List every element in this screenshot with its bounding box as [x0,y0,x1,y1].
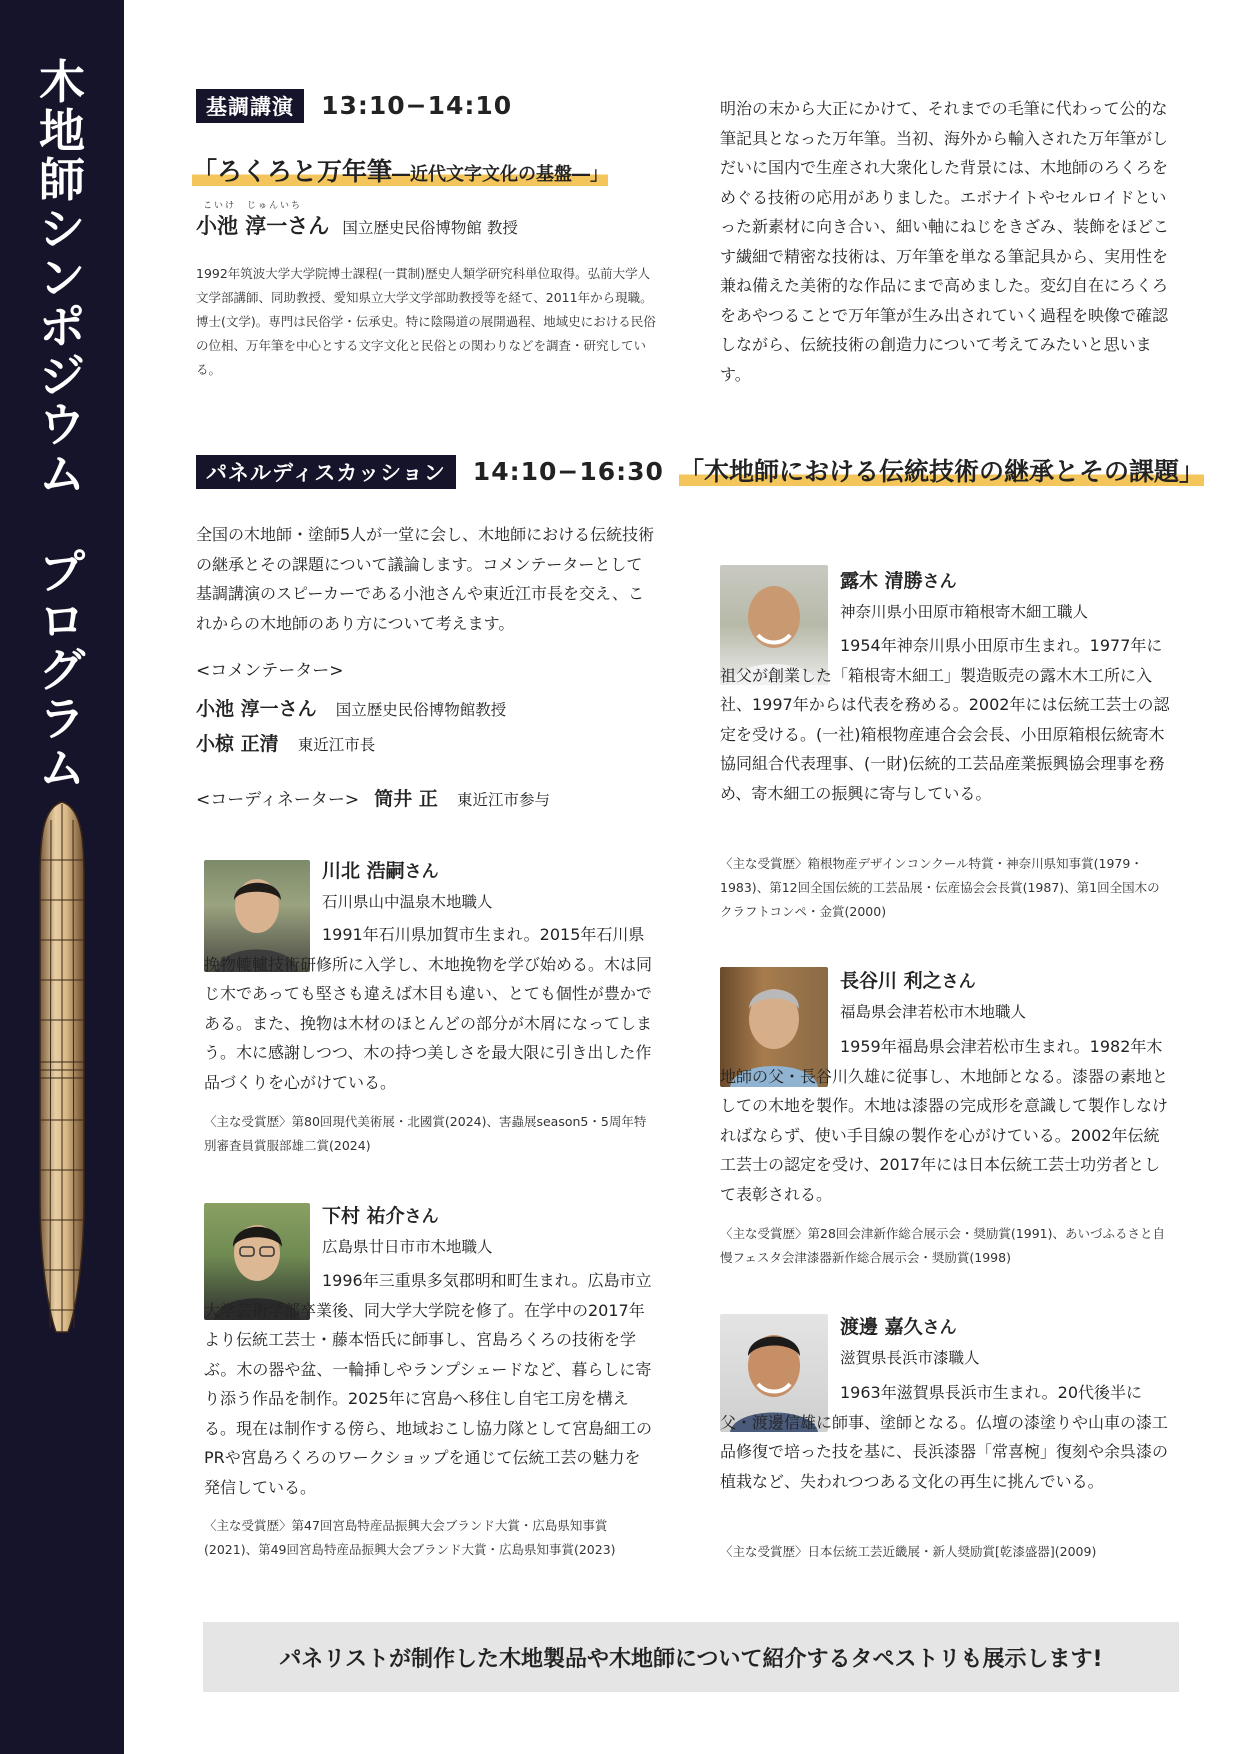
keynote-speaker-row [196,210,518,240]
commentator-label: <コメンテーター> [196,661,344,681]
keynote-header [196,89,512,123]
panel-title: 「木地師における伝統技術の継承とその課題」 [679,457,1205,486]
panelist-name: 長谷川 利之 [840,970,942,992]
panelist-org: 滋賀県長浜市漆職人 [840,1349,980,1367]
coordinator-name: 筒井 正 [374,788,438,810]
panelist-name-row [840,966,976,993]
vertical-title [32,55,92,795]
commentator-role: 国立歴史民俗博物館教授 [335,701,507,719]
panelist-san: さん [922,1318,957,1338]
panelist-awards: 〈主な受賞歴〉第80回現代美術展・北國賞(2024)、害蟲展season5・5周年特別審査員賞服部雄二賞(2024) [204,1114,647,1153]
panelist-san: さん [941,972,976,992]
vertical-title-char: ム [39,447,85,501]
panelist-name: 渡邊 嘉久 [840,1316,923,1338]
vertical-title-char: プ [39,545,85,599]
keynote-bio: 1992年筑波大学大学院博士課程(一貫制)歴史人類学研究科単位取得。弘前大学人文学部講師、同助教授、愛知県立大学文学部助教授等を経て、2011年から現職。博士(文学)。専門は民俗学・伝承史。特に陰陽道の展開過程、地域史における民俗の位相、万年筆を中心とする文字文化と民俗との関わりなどを調査・研究している。 [196,266,656,377]
vertical-title-char: ジ [39,349,85,403]
keynote-tag: 基調講演 [196,89,304,123]
keynote-abstract: 明治の末から大正にかけて、それまでの毛筆に代わって公的な筆記具となった万年筆。当初、海外から輸入された万年筆がしだいに国内で生産され大衆化した背景には、木地師のろくろをめぐる技術の応用がありました。エボナイトやセルロイドといった新素材に向き合い、細い軸にねじをきざみ、装飾をほどこす繊細で精密な技術は、万年筆を単なる筆記具から、実用性を兼ね備えた美術的な作品にまで高めました。変幻自在にろくろをあやつることで万年筆が生み出されていく過程を映像で確認しながら、伝統技術の創造力について考えてみたいと思います。 [720,99,1169,384]
keynote-title [192,152,608,188]
vertical-title-char: グ [39,643,85,697]
vertical-title-char: ン [39,251,85,305]
vertical-title-char: シ [39,202,85,256]
panelist-san: さん [404,862,439,882]
panelist-awards: 〈主な受賞歴〉第28回会津新作総合展示会・奨励賞(1991)、あいづふるさと自慢フェスタ会津漆器新作総合展示会・奨励賞(1998) [720,1226,1165,1265]
commentator-role: 東近江市長 [297,736,376,754]
panelist-name: 下村 祐介 [322,1205,405,1227]
panelist-awards: 〈主な受賞歴〉箱根物産デザインコンクール特賞・神奈川県知事賞(1979・1983)、第12回全国伝統的工芸品展・伝産協会会長賞(1987)、第1回全国木のクラフトコンペ・金賞(2000) [720,856,1160,919]
panelist-name: 露木 清勝 [840,570,923,592]
keynote-ruby: こいけ じゅんいち [203,201,303,211]
fountain-pen-illustration [30,800,94,1340]
commentator-name: 小池 淳一さん [196,698,317,720]
vertical-title-char: 地 [39,104,85,158]
panelist-san: さん [922,572,957,592]
panelist-bio: 1996年三重県多気郡明和町生まれ。広島市立大学芸術学部卒業後、同大学大学院を修了。在学中の2017年より伝統工芸士・藤本悟氏に師事し、宮島ろくろの技術を学ぶ。木の器や盆、一輪挿しやランプシェードなど、暮らしに寄り添う作品を制作。2025年に宮島へ移住し自宅工房を構える。現在は制作する傍ら、地域おこし協力隊として宮島細工のPRや宮島ろくろのワークショップを通じて伝統工芸の魅力を発信している。 [204,1271,653,1497]
vertical-title-char: ポ [39,300,85,354]
panelist-bio: 1963年滋賀県長浜市生まれ。20代後半に父・渡邊信雄に師事、塗師となる。仏壇の漆塗りや山車の漆工品修復で培った技を基に、長浜漆器「常喜椀」復刻や余呉漆の植栽など、失われつつある文化の再生に挑んでいる。 [720,1383,1169,1491]
panelist-bio: 1991年石川県加賀市生まれ。2015年石川県挽物轆轤技術研修所に入学し、木地挽物を学び始める。木は同じ木であっても堅さも違えば木目も違い、とても個性が豊かである。また、挽物は木材のほとんどの部分が木屑になってしまう。木に感謝しつつ、木の持つ美しさを最大限に引き出した作品づくりを心がけている。 [204,925,653,1092]
sidebar [0,0,124,1754]
keynote-title-main: 「ろくろと万年筆 [192,157,393,186]
panel-time: 14:10−16:30 [472,457,664,486]
panelist-org: 石川県山中温泉木地職人 [322,893,493,911]
panelist-name-row [322,1201,439,1228]
keynote-speaker: 小池 淳一さん [196,214,330,238]
coordinator-label: <コーディネーター> [196,790,360,810]
vertical-title-char: ム [39,741,85,795]
coordinator-row [196,784,550,811]
keynote-time: 13:10−14:10 [321,91,513,120]
keynote-affiliation: 国立歴史民俗博物館 教授 [342,219,518,237]
panelist-awards: 〈主な受賞歴〉日本伝統工芸近畿展・新人奨励賞[乾漆盛器](2009) [720,1544,1097,1559]
vertical-title-char: ラ [39,692,85,746]
panelist-org: 福島県会津若松市木地職人 [840,1003,1027,1021]
vertical-title-char [32,499,92,548]
panelist-name: 川北 浩嗣 [322,860,405,882]
panelist-name-row [322,856,439,883]
commentator-2 [196,729,375,756]
panel-tag: パネルディスカッション [196,455,456,489]
coordinator-role: 東近江市参与 [456,791,550,809]
panelist-san: さん [404,1207,439,1227]
panelist-awards: 〈主な受賞歴〉第47回宮島特産品振興大会ブランド大賞・広島県知事賞(2021)、第49回宮島特産品振興大会ブランド大賞・広島県知事賞(2023) [204,1518,616,1557]
commentator-name: 小椋 正清 [196,733,279,755]
panel-header [196,452,1204,489]
panelist-name-row [840,566,957,593]
panelist-org: 広島県廿日市市木地職人 [322,1238,493,1256]
panelist-bio: 1959年福島県会津若松市生まれ。1982年木地師の父・長谷川久雄に従事し、木地師となる。漆器の素地としての木地を製作。木地は漆器の完成形を意識して製作しなければならず、使い手目線の製作を心がけている。2002年伝統工芸士の認定を受け、2017年には日本伝統工芸士功労者として表彰される。 [720,1037,1169,1204]
vertical-title-char: 師 [39,153,85,207]
keynote-title-sub: ―近代文字文化の基盤―」 [392,164,609,185]
commentator-1 [196,694,506,721]
panelist-name-row [840,1312,957,1339]
panel-intro: 全国の木地師・塗師5人が一堂に会し、木地師における伝統技術の継承とその課題について議論します。コメンテーターとして基調講演のスピーカーである小池さんや東近江市長を交え、これからの木地師のあり方について考えます。 [196,525,655,633]
vertical-title-char: ウ [39,398,85,452]
vertical-title-char: ロ [39,594,85,648]
footer-banner: パネリストが制作した木地製品や木地師について紹介するタペストリも展示します! [203,1622,1179,1692]
vertical-title-char: 木 [39,55,85,109]
panelist-org: 神奈川県小田原市箱根寄木細工職人 [840,603,1089,621]
panelist-bio: 1954年神奈川県小田原市生まれ。1977年に祖父が創業した「箱根寄木細工」製造販売の露木木工所に入社、1997年からは代表を務める。2002年には伝統工芸士の認定を受ける。(一社)箱根物産連合会会長、小田原箱根伝統寄木協同組合代表理事、(一財)伝統的工芸品産業振興協会理事を務め、寄木細工の振興に寄与している。 [720,636,1170,803]
